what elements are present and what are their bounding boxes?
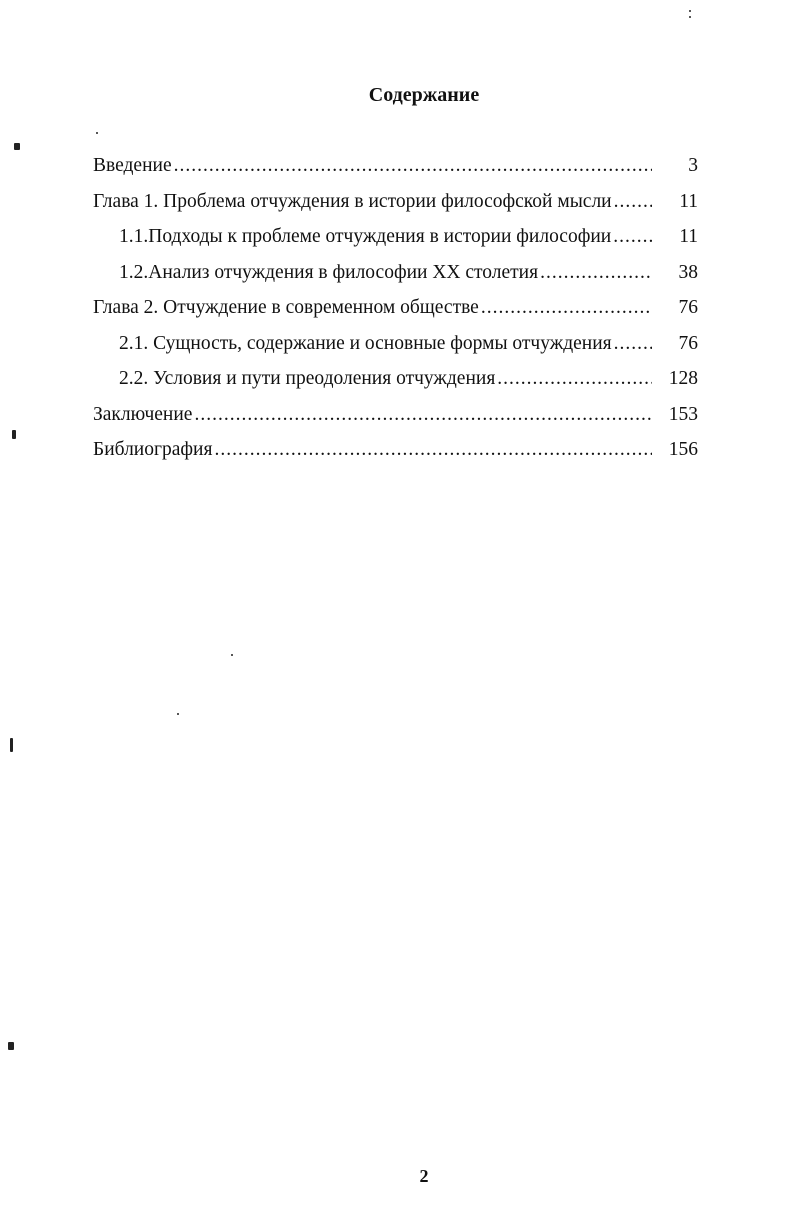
toc-entry-page: 38: [678, 261, 698, 283]
toc-subentry: [93, 223, 698, 259]
toc-leader-dots: [497, 365, 652, 393]
toc-leader-dots: [174, 152, 652, 180]
toc-entry: [93, 152, 698, 188]
toc-entry-page: 11: [679, 190, 698, 212]
scan-speck: [231, 654, 233, 656]
toc-entry-page: 76: [678, 297, 698, 318]
table-of-contents: [93, 152, 698, 472]
toc-entry-page: 128: [668, 368, 698, 389]
toc-leader-dots: [214, 436, 652, 464]
toc-entry-page: 153: [668, 403, 698, 425]
toc-entry: [93, 294, 698, 330]
toc-entry-label: Введение: [93, 155, 172, 176]
toc-entry-label: 2.2. Условия и пути преодоления отчуждения: [119, 368, 496, 389]
scan-speck: [177, 713, 179, 715]
toc-leader-dots: [613, 223, 652, 251]
toc-entry-label: Заключение: [93, 403, 193, 425]
toc-entry-page: 11: [679, 226, 698, 247]
toc-leader-dots: [614, 188, 652, 216]
scan-speck: [8, 1042, 14, 1050]
toc-entry-page: 156: [668, 439, 698, 460]
toc-entry-label: 2.1. Сущность, содержание и основные формы отчуждения: [119, 332, 612, 354]
toc-entry-page: 3: [688, 155, 698, 176]
scan-speck: [14, 143, 20, 150]
page-number: 2: [419, 1166, 429, 1186]
toc-subentry: [93, 330, 698, 366]
toc-leader-dots: [194, 401, 652, 429]
toc-entry-label: Глава 2. Отчуждение в современном обществе: [93, 297, 479, 318]
toc-entry: [93, 188, 698, 224]
toc-entry: [93, 436, 698, 472]
toc-entry-page: 76: [678, 332, 698, 354]
scan-speck: [12, 430, 16, 439]
toc-leader-dots: [481, 294, 652, 322]
scan-speck: [96, 132, 98, 134]
toc-entry-label: 1.1.Подходы к проблеме отчуждения в истории философии: [119, 226, 612, 247]
toc-entry-label: 1.2.Анализ отчуждения в философии XX столетия: [119, 261, 539, 283]
page-title: Содержание: [368, 84, 480, 106]
toc-entry: [93, 401, 698, 437]
toc-leader-dots: [614, 330, 652, 358]
scan-speck: [689, 10, 691, 12]
scan-speck: [10, 738, 13, 752]
toc-subentry: [93, 365, 698, 401]
toc-subentry: [93, 259, 698, 295]
scan-speck: [689, 16, 691, 18]
toc-leader-dots: [540, 259, 652, 287]
toc-entry-label: Библиография: [93, 439, 213, 460]
toc-entry-label: Глава 1. Проблема отчуждения в истории философской мысли: [93, 190, 612, 212]
